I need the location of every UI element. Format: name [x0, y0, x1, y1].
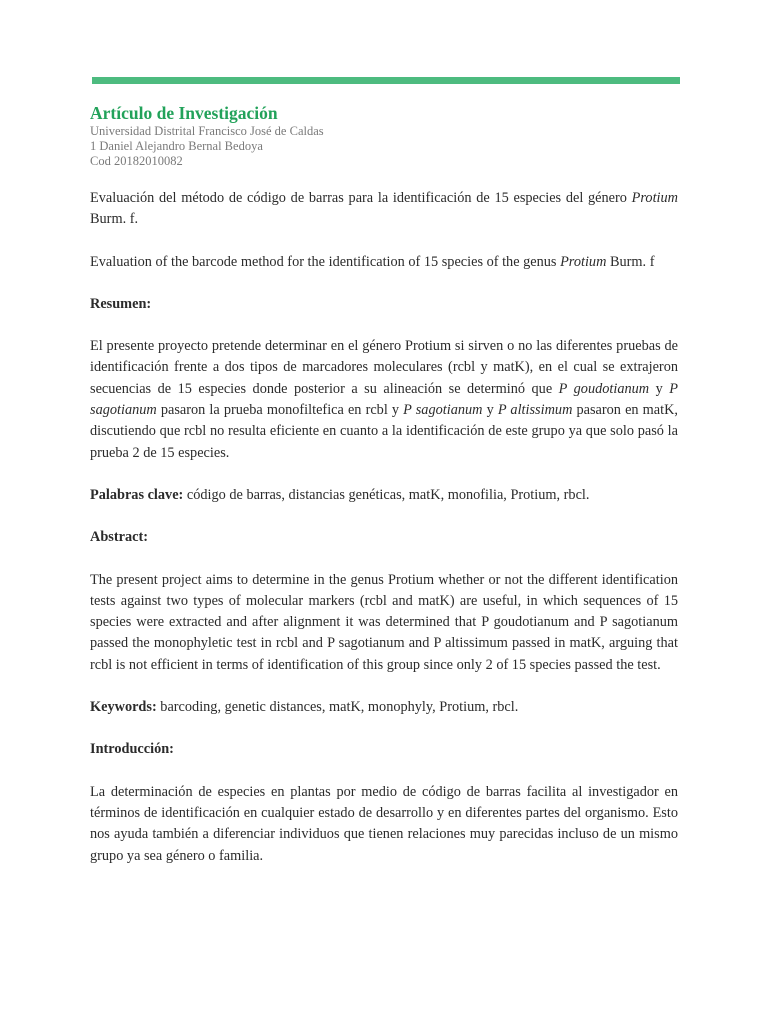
abstract-paragraph: The present project aims to determine in the genus Protium whether or not the different identification tests against two types of molecular markers (rcbl and matK) are useful, in which sequences of 15 species were extracted and after alignment it was determined that P goudotianum and P sagotianum passed the monophyletic test in rcbl and P sagotianum and P altissimum passed in matK, arguing that rcbl is not efficient in terms of identification of this group since only 2 of 15 species passed the test. — [90, 571, 678, 673]
document-type: Artículo de Investigación — [90, 103, 278, 123]
species-name: P goudotianum — [558, 380, 650, 397]
header-rule — [92, 77, 680, 84]
genus-name: Protium — [560, 253, 607, 270]
student-code: Cod 20182010082 — [90, 154, 183, 168]
genus-name: Protium — [631, 190, 678, 206]
species-name: P altissimum — [497, 402, 573, 419]
palabras-clave: Palabras clave: código de barras, distancias genéticas, matK, monofilia, Protium, rbcl. — [90, 486, 590, 503]
species-name: P sagotianum — [403, 402, 483, 419]
resumen-paragraph: El presente proyecto pretende determinar en el género Protium si sirven o no las diferentes pruebas de identificación frente a dos tipos de marcadores moleculares (rcbl y matK), en el cual se extrajeron secuencias de 15 especies donde posterior a su alineación se determinó que P goudotianum y P sagotianum pasaron la prueba monofiltefica en rcbl y P sagotianum y P altissimum pasaron en matK, discutiendo que rcbl no resulta eficiente en cuanto a la identificación de este grupo ya que solo pasó la prueba 2 de 15 especies. — [90, 338, 679, 461]
palabras-clave-label: Palabras clave: — [90, 486, 184, 503]
document-page — [90, 102, 678, 867]
author: 1 Daniel Alejandro Bernal Bedoya — [90, 139, 263, 153]
introduccion-paragraph: La determinación de especies en plantas por medio de código de barras facilita al investigador en términos de identificación en cualquier estado de desarrollo y en diferentes partes del organismo. Esto nos ayuda también a diferenciar individuos que tienen relaciones muy parecidas incluso de un mismo grupo ya sea género o familia. — [90, 783, 678, 864]
keywords-label: Keywords: — [90, 699, 157, 716]
introduccion-heading: Introducción: — [90, 741, 174, 758]
title-spanish: Evaluación del método de código de barras para la identificación de 15 especies del género Protium Burm. f. — [90, 190, 678, 228]
title-english: Evaluation of the barcode method for the identification of 15 species of the genus Protium Burm. f — [90, 253, 655, 270]
keywords: Keywords: barcoding, genetic distances, matK, monophyly, Protium, rbcl. — [90, 699, 519, 716]
university: Universidad Distrital Francisco José de Caldas — [90, 124, 324, 138]
abstract-heading: Abstract: — [90, 529, 148, 546]
species-name: P sagotianum — [90, 380, 678, 419]
resumen-heading: Resumen: — [90, 295, 152, 312]
